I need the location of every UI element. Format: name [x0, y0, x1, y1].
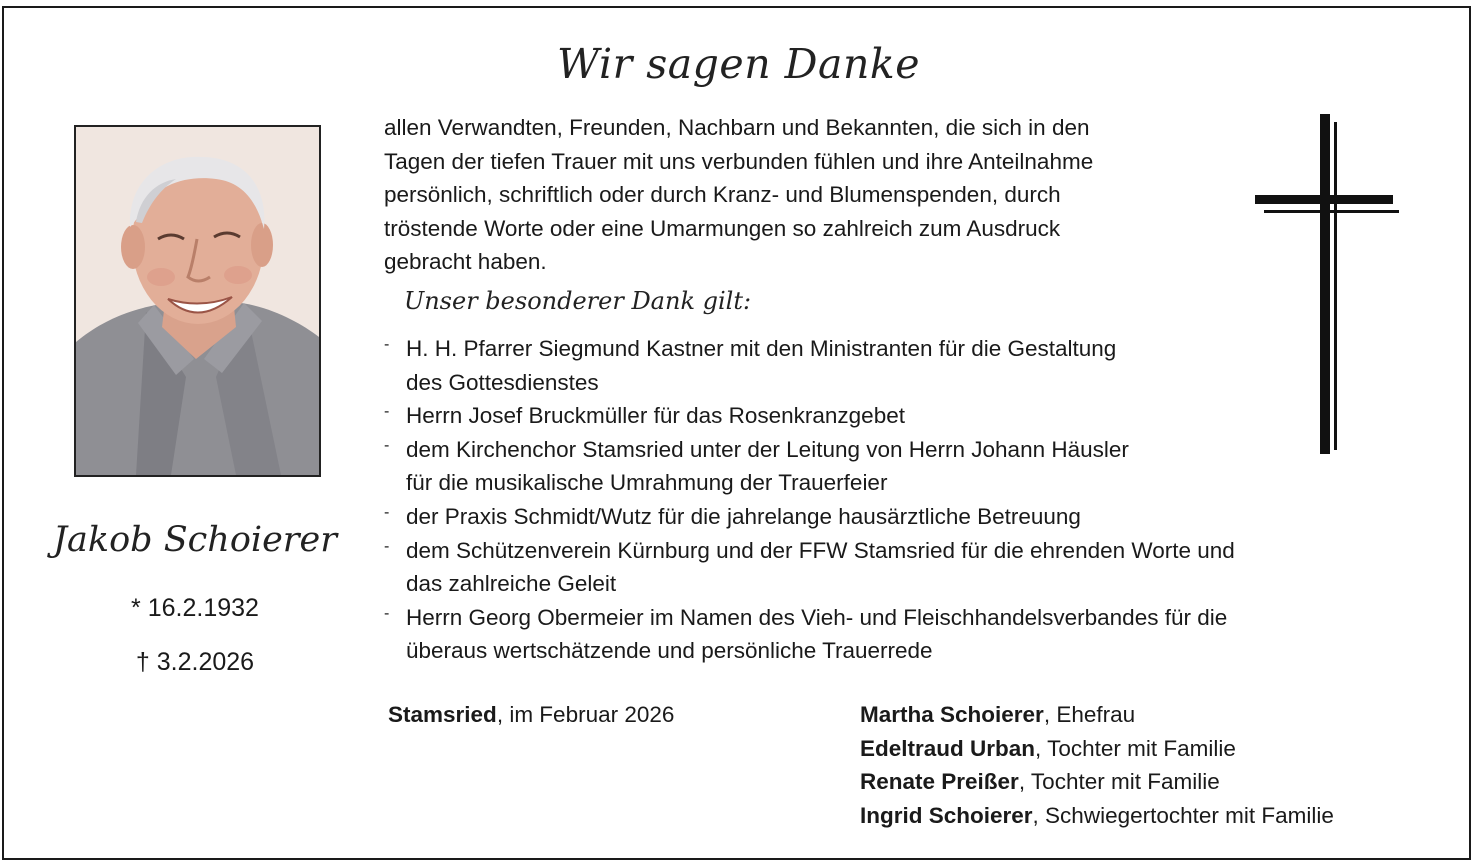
signer-name: Martha Schoierer — [860, 702, 1044, 727]
list-item — [384, 500, 1384, 534]
signers-list — [860, 698, 1334, 832]
bullet-dash: - — [384, 436, 390, 454]
thanks-list — [384, 332, 1384, 668]
bullet-dash: - — [384, 604, 390, 622]
list-item — [384, 601, 1384, 668]
list-item-text: dem Kirchenchor Stamsried unter der Leitung von Herrn Johann Häusler für die musikalische Umrahmung der Trauerfeier — [406, 436, 1129, 496]
signer — [860, 765, 1334, 799]
list-item-text: H. H. Pfarrer Siegmund Kastner mit den Ministranten für die Gestaltung des Gottesdienstes — [406, 336, 1117, 395]
signer-name: Renate Preißer — [860, 769, 1019, 795]
bullet-dash: - — [384, 503, 390, 521]
list-item — [384, 534, 1384, 601]
place-town: Stamsried — [388, 702, 497, 727]
deceased-name: Jakob Schoierer — [53, 520, 337, 560]
birth-date: * 16.2.1932 — [131, 594, 259, 622]
death-date: † 3.2.2026 — [135, 648, 255, 676]
signer-role: , Tochter mit Familie — [1035, 735, 1236, 761]
signer — [860, 698, 1334, 732]
signer — [860, 799, 1334, 833]
list-item — [384, 433, 1384, 500]
list-item-text: Herrn Georg Obermeier im Namen des Vieh- und Fleischhandelsverbandes für die überaus wertschätzende und persönliche Trauerrede — [406, 604, 1228, 664]
intro-text-block — [384, 111, 1224, 279]
bullet-dash: - — [384, 403, 390, 421]
list-item — [384, 332, 1384, 399]
place-date: , im Februar 2026 — [496, 702, 675, 727]
cross-icon — [1252, 112, 1402, 462]
signer-role: , Tochter mit Familie — [1018, 769, 1220, 795]
signer-role: , Ehefrau — [1043, 702, 1136, 727]
special-thanks-heading: Unser besonderer Dank gilt: — [404, 287, 752, 315]
list-item-text: der Praxis Schmidt/Wutz für die jahrelange hausärztliche Betreuung — [406, 503, 1081, 529]
signer-role: , Schwiegertochter mit Familie — [1032, 802, 1334, 828]
list-item — [384, 399, 1384, 433]
portrait-photo — [74, 125, 321, 477]
signer-name: Edeltraud Urban — [860, 735, 1036, 761]
intro-paragraph: allen Verwandten, Freunden, Nachbarn und Bekannten, die sich in den Tagen der tiefen Trauer mit uns verbunden fühlen und ihre Anteilnahme persönlich, schriftlich oder durch Kranz- und Blumenspenden, durch tröstende Worte oder eine Umarmungen so zahlreich zum Ausdruck gebracht haben. — [384, 115, 1094, 275]
signer-name: Ingrid Schoierer — [860, 802, 1033, 828]
list-item-text: Herrn Josef Bruckmüller für das Rosenkranzgebet — [406, 403, 905, 429]
signer — [860, 732, 1334, 766]
page-title: Wir sagen Danke — [557, 40, 920, 88]
bullet-dash: - — [384, 336, 390, 353]
list-item-text: dem Schützenverein Kürnburg und der FFW Stamsried für die ehrenden Worte und das zahlreiche Geleit — [406, 537, 1235, 597]
bullet-dash: - — [384, 537, 390, 555]
place-and-date — [388, 698, 674, 732]
